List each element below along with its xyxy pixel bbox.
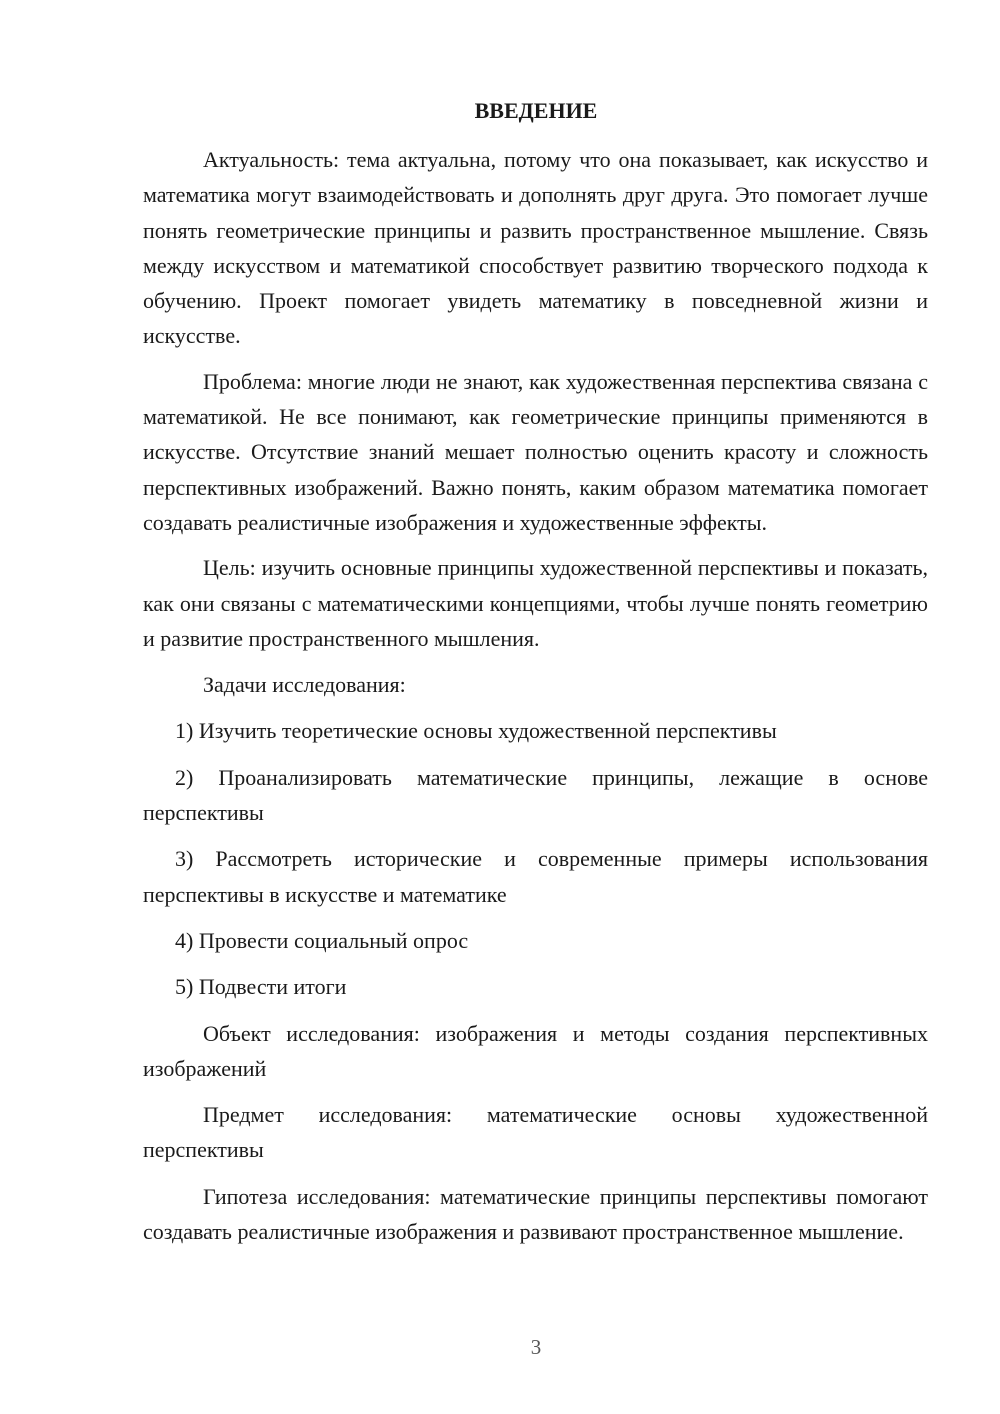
hypothesis-paragraph: Гипотеза исследования: математические принципы перспективы помогают создавать реалистичные изображения и развивают пространственное мышление. (143, 1183, 928, 1245)
document-body (143, 142, 928, 1249)
list-item: 4) Провести социальный опрос (175, 927, 469, 953)
page-title: ВВЕДЕНИЕ (474, 98, 598, 123)
subject-paragraph: Предмет исследования: математические основы художественной перспективы (143, 1102, 928, 1163)
goal-paragraph: Цель: изучить основные принципы художественной перспективы и показать, как они связаны с математическими концепциями, чтобы лучше понять геометрию и развитие пространственного мышления. (143, 555, 928, 651)
list-item: 5) Подвести итоги (175, 974, 347, 1000)
page-number: 3 (530, 1335, 542, 1359)
object-paragraph: Объект исследования: изображения и методы создания перспективных изображений (143, 1020, 928, 1081)
list-item: 1) Изучить теоретические основы художественной перспективы (175, 718, 777, 744)
relevance-paragraph: Актуальность: тема актуальна, потому что она показывает, как искусство и математика могут взаимодействовать и дополнять друг друга. Это помогает лучше понять геометрические принципы и развить пространственное мышление. Связь между искусством и математикой способствует развитию творческого подхода к обучению. Проект помогает увидеть математику в повседневной жизни и искусстве. (143, 147, 928, 349)
problem-paragraph: Проблема: многие люди не знают, как художественная перспектива связана с математикой. Не все понимают, как геометрические принципы применяются в искусстве. Отсутствие знаний мешает полностью оценить красоту и сложность перспективных изображений. Важно понять, каким образом математика помогает создавать реалистичные изображения и художественные эффекты. (143, 368, 928, 535)
tasks-heading: Задачи исследования: (203, 672, 406, 698)
list-item: 3) Рассмотреть исторические и современные примеры использования перспективы в искусстве и математике (143, 846, 928, 907)
list-item: 2) Проанализировать математические принципы, лежащие в основе перспективы (143, 764, 928, 826)
